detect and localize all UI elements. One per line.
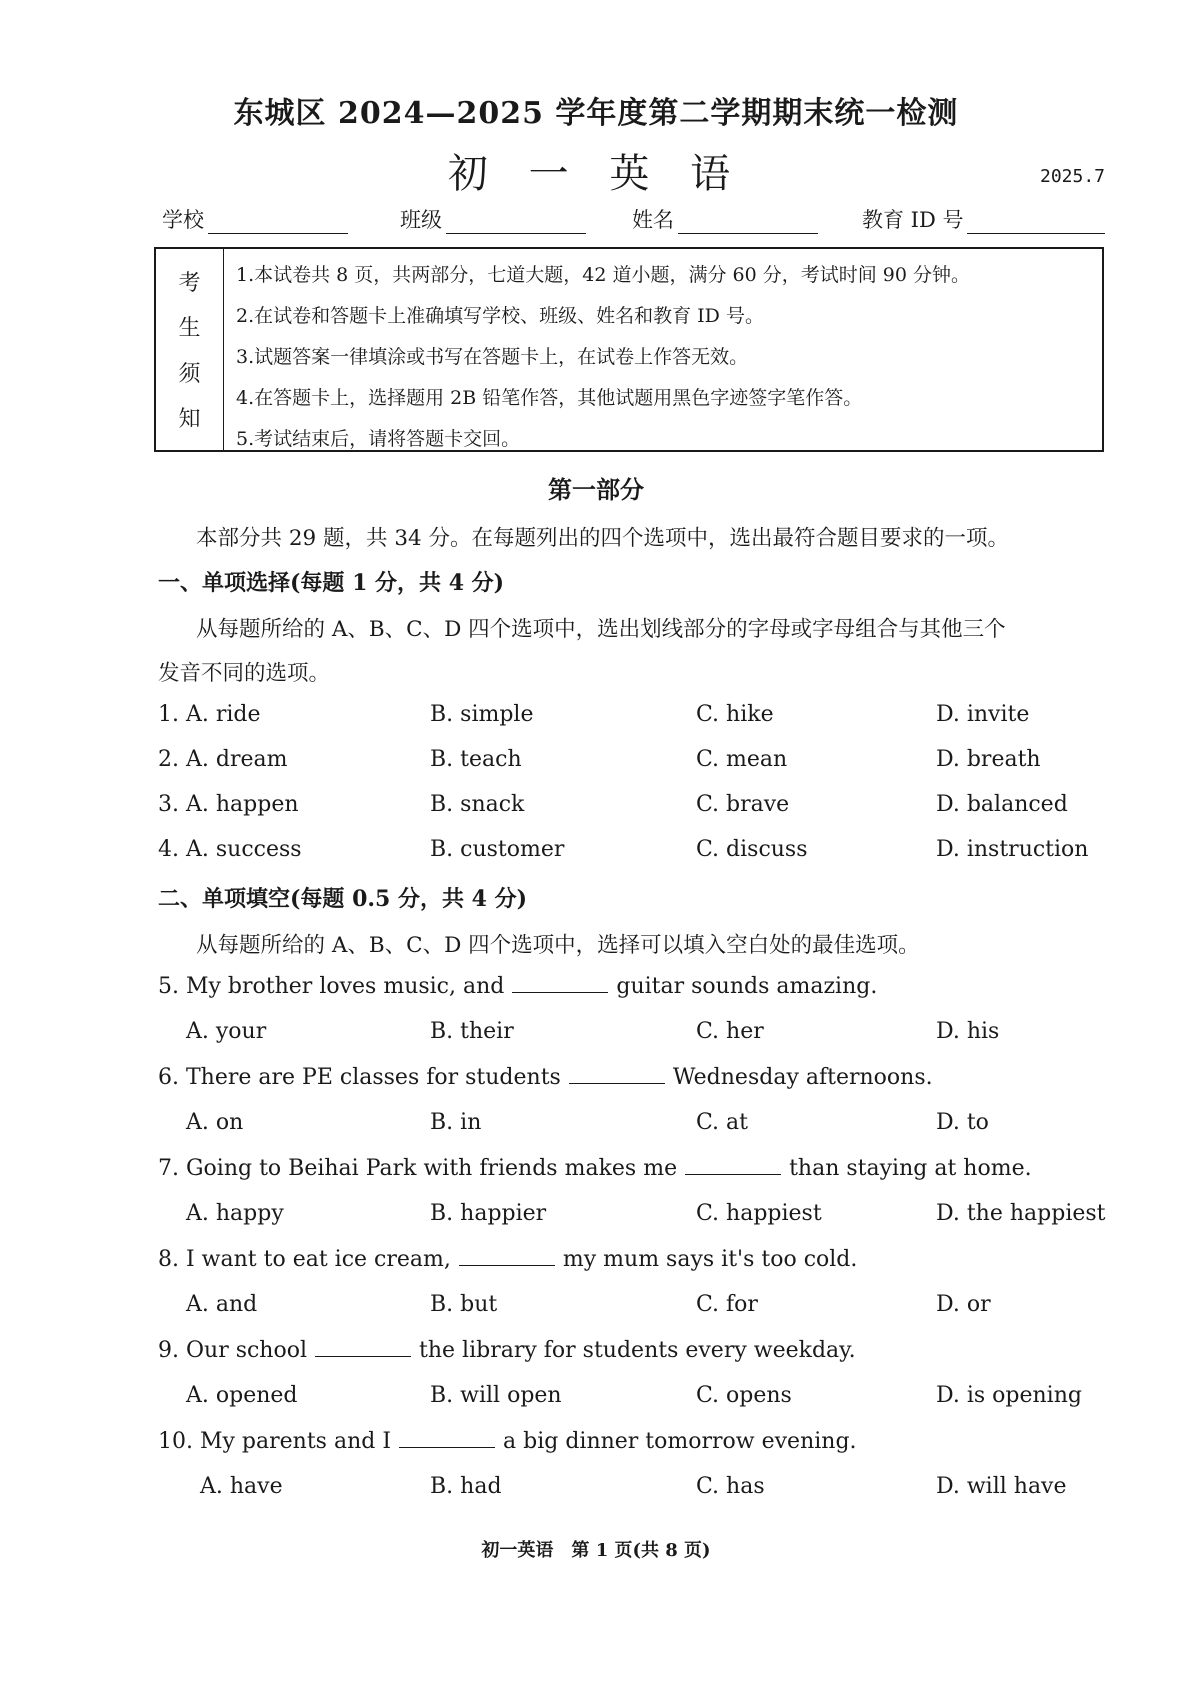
section-two-instruction: 从每题所给的 A、B、C、D 四个选项中，选择可以填入空白处的最佳选项。 bbox=[196, 933, 920, 958]
option-a: A. on bbox=[186, 1110, 244, 1135]
notice-item: 2.在试卷和答题卡上准确填写学校、班级、姓名和教育 ID 号。 bbox=[236, 305, 764, 327]
examinee-notice-box bbox=[154, 247, 1104, 452]
section-two-title: 二、单项填空(每题 0.5 分，共 4 分) bbox=[158, 886, 528, 912]
option-a: A. success bbox=[186, 837, 302, 862]
option-c: C. brave bbox=[696, 792, 790, 817]
option-d: D. instruction bbox=[936, 837, 1089, 862]
stem-before: 6. There are PE classes for students bbox=[158, 1065, 561, 1090]
option-c: C. her bbox=[696, 1019, 764, 1044]
notice-heading-char: 知 bbox=[178, 406, 201, 432]
stem-after: my mum says it's too cold. bbox=[562, 1247, 858, 1272]
stem-after: than staying at home. bbox=[789, 1156, 1032, 1181]
question-stem bbox=[158, 1429, 857, 1454]
option-c: C. discuss bbox=[696, 837, 808, 862]
notice-heading bbox=[156, 249, 224, 450]
stem-before: 9. Our school bbox=[158, 1338, 308, 1363]
school-blank bbox=[208, 213, 348, 234]
school-field bbox=[162, 204, 348, 234]
stem-after: Wednesday afternoons. bbox=[672, 1065, 933, 1090]
option-a: A. and bbox=[186, 1292, 258, 1317]
question-stem bbox=[158, 1156, 1032, 1181]
question-stem bbox=[158, 974, 877, 999]
option-c: C. mean bbox=[696, 747, 788, 772]
option-b: B. simple bbox=[430, 702, 534, 727]
answer-blank bbox=[315, 1338, 411, 1357]
answer-blank bbox=[569, 1065, 665, 1084]
option-a: A. dream bbox=[186, 747, 288, 772]
school-label: 学校 bbox=[162, 208, 204, 232]
section-one-instruction-cont: 发音不同的选项。 bbox=[158, 661, 331, 686]
notice-heading-char: 考 bbox=[178, 271, 201, 297]
option-d: D. or bbox=[936, 1292, 991, 1317]
option-c: C. has bbox=[696, 1474, 765, 1499]
option-b: B. but bbox=[430, 1292, 498, 1317]
part-one-title: 第一部分 bbox=[548, 475, 644, 504]
option-a: A. happen bbox=[186, 792, 299, 817]
notice-item: 5.考试结束后，请将答题卡交回。 bbox=[236, 428, 521, 450]
name-field bbox=[632, 204, 818, 234]
section-one-instruction: 从每题所给的 A、B、C、D 四个选项中，选出划线部分的字母或字母组合与其他三个 bbox=[196, 617, 1006, 642]
question-stem bbox=[158, 1338, 856, 1363]
option-d: D. breath bbox=[936, 747, 1041, 772]
option-d: D. will have bbox=[936, 1474, 1067, 1499]
answer-blank bbox=[399, 1429, 495, 1448]
question-number: 3. bbox=[158, 792, 179, 817]
option-c: C. for bbox=[696, 1292, 758, 1317]
option-a: A. happy bbox=[186, 1201, 284, 1226]
option-d: D. the happiest bbox=[936, 1201, 1106, 1226]
option-b: B. snack bbox=[430, 792, 525, 817]
id-blank bbox=[967, 213, 1105, 234]
option-c: C. happiest bbox=[696, 1201, 822, 1226]
option-b: B. will open bbox=[430, 1383, 562, 1408]
subject-title: 初 一 英 语 bbox=[447, 151, 745, 197]
notice-item: 4.在答题卡上，选择题用 2B 铅笔作答，其他试题用黑色字迹签字笔作答。 bbox=[236, 387, 863, 409]
notice-item: 3.试题答案一律填涂或书写在答题卡上，在试卷上作答无效。 bbox=[236, 346, 749, 368]
exam-date: 2025.7 bbox=[1040, 166, 1106, 187]
question-number: 4. bbox=[158, 837, 179, 862]
option-d: D. his bbox=[936, 1019, 1000, 1044]
stem-after: the library for students every weekday. bbox=[419, 1338, 856, 1363]
notice-heading-char: 须 bbox=[178, 361, 201, 387]
option-b: B. customer bbox=[430, 837, 565, 862]
question-stem bbox=[158, 1247, 857, 1272]
option-c: C. opens bbox=[696, 1383, 792, 1408]
option-d: D. is opening bbox=[936, 1383, 1082, 1408]
option-a: A. ride bbox=[186, 702, 261, 727]
option-c: C. at bbox=[696, 1110, 748, 1135]
option-c: C. hike bbox=[696, 702, 774, 727]
option-d: D. to bbox=[936, 1110, 989, 1135]
id-label: 教育 ID 号 bbox=[862, 208, 964, 232]
answer-blank bbox=[459, 1247, 555, 1266]
question-number: 1. bbox=[158, 702, 179, 727]
answer-blank bbox=[512, 974, 608, 993]
name-label: 姓名 bbox=[632, 208, 674, 232]
name-blank bbox=[678, 213, 818, 234]
page-footer: 初一英语 第 1 页(共 8 页) bbox=[481, 1540, 711, 1561]
question-number: 2. bbox=[158, 747, 179, 772]
class-blank bbox=[446, 213, 586, 234]
stem-before: 7. Going to Beihai Park with friends makes me bbox=[158, 1156, 678, 1181]
option-b: B. their bbox=[430, 1019, 514, 1044]
option-a: A. opened bbox=[186, 1383, 298, 1408]
question-stem bbox=[158, 1065, 933, 1090]
option-a: A. have bbox=[200, 1474, 283, 1499]
notice-items bbox=[236, 255, 970, 460]
stem-before: 8. I want to eat ice cream, bbox=[158, 1247, 451, 1272]
notice-heading-char: 生 bbox=[178, 316, 201, 342]
option-d: D. invite bbox=[936, 702, 1030, 727]
stem-before: 5. My brother loves music, and bbox=[158, 974, 505, 999]
class-field bbox=[400, 204, 586, 234]
id-field bbox=[862, 204, 1105, 234]
stem-after: a big dinner tomorrow evening. bbox=[503, 1429, 857, 1454]
answer-blank bbox=[685, 1156, 781, 1175]
option-d: D. balanced bbox=[936, 792, 1068, 817]
option-b: B. in bbox=[430, 1110, 482, 1135]
option-b: B. teach bbox=[430, 747, 522, 772]
exam-title: 东城区 2024—2025 学年度第二学期期末统一检测 bbox=[233, 96, 959, 131]
stem-after: guitar sounds amazing. bbox=[616, 974, 878, 999]
notice-item: 1.本试卷共 8 页，共两部分，七道大题，42 道小题，满分 60 分，考试时间 90 分钟。 bbox=[236, 264, 971, 286]
section-one-title: 一、单项选择(每题 1 分，共 4 分) bbox=[158, 570, 505, 596]
option-a: A. your bbox=[186, 1019, 267, 1044]
part-one-intro: 本部分共 29 题，共 34 分。在每题列出的四个选项中，选出最符合题目要求的一项。 bbox=[196, 526, 1010, 551]
stem-before: 10. My parents and I bbox=[158, 1429, 392, 1454]
option-b: B. had bbox=[430, 1474, 502, 1499]
option-b: B. happier bbox=[430, 1201, 547, 1226]
class-label: 班级 bbox=[400, 208, 442, 232]
